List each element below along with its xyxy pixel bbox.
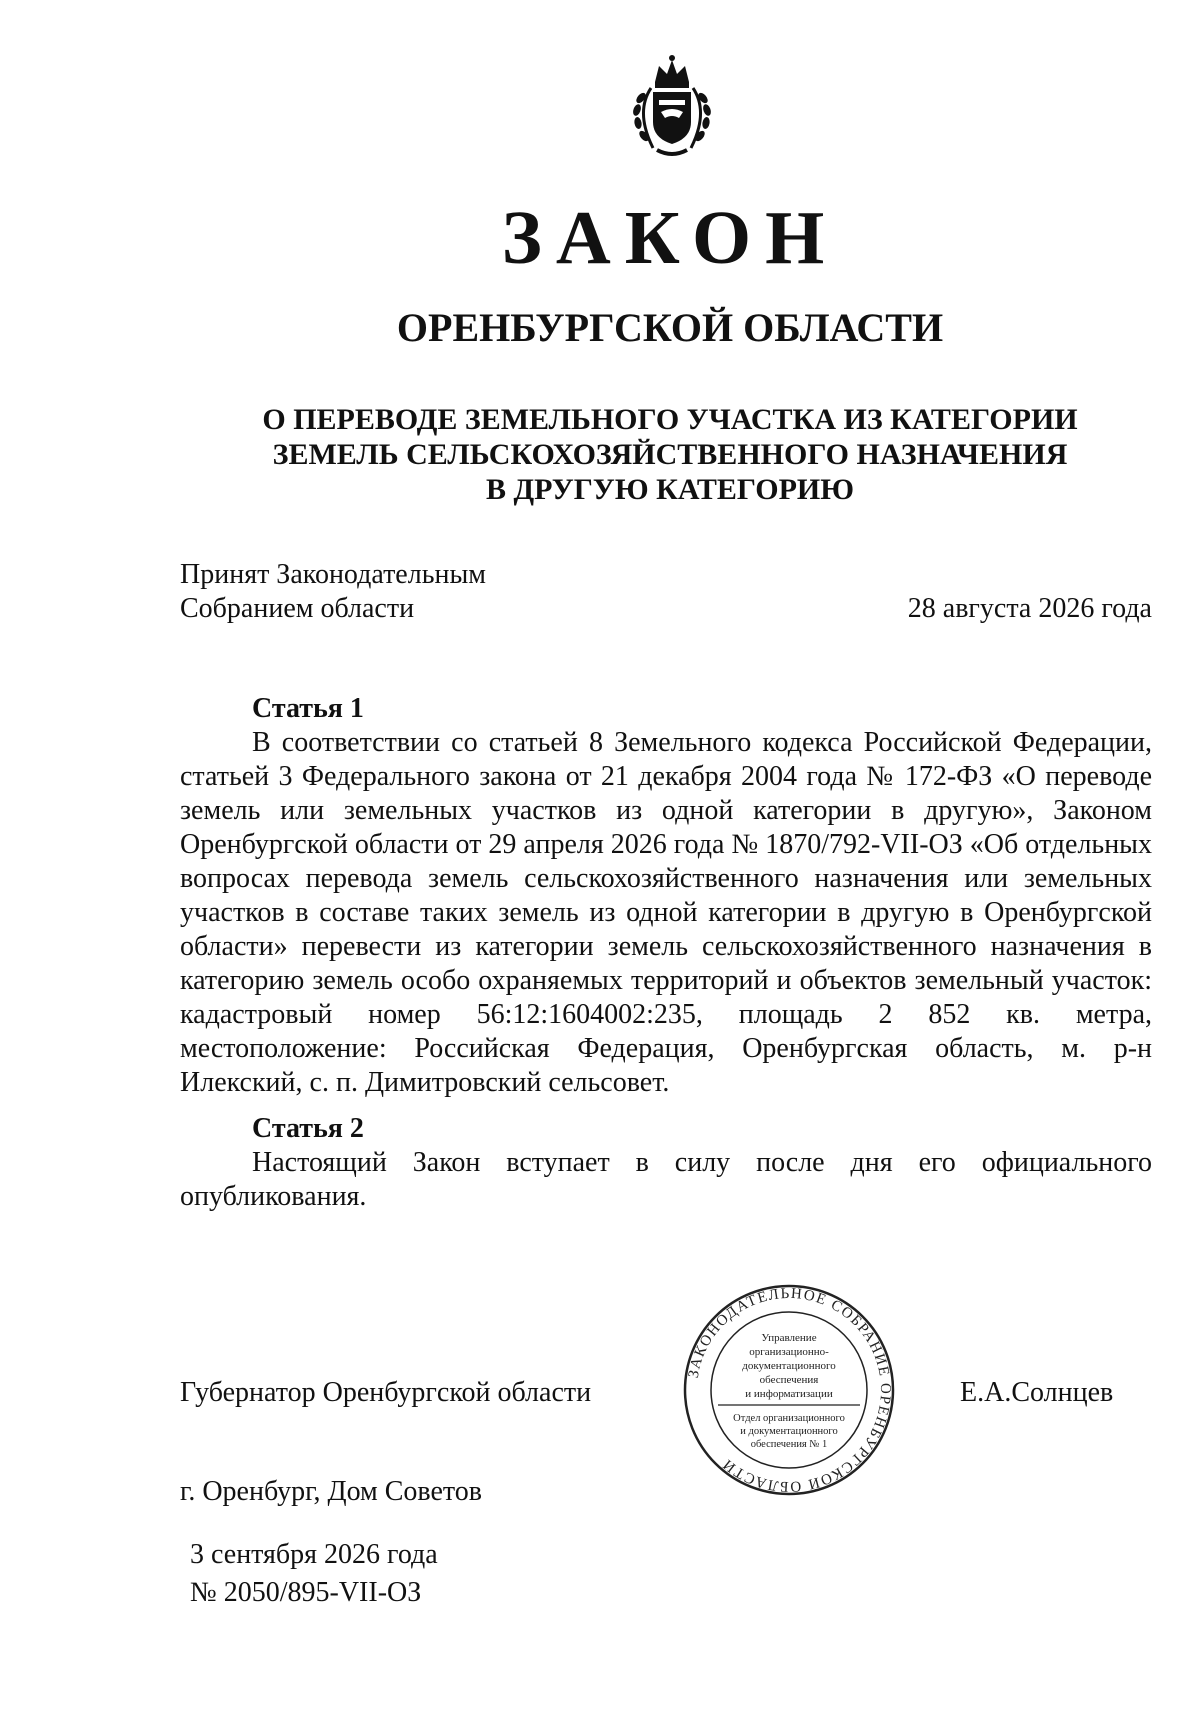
seal-dept-line: обеспечения № 1 [750,1439,828,1450]
seal-dept-line: Отдел организационного [733,1413,845,1424]
adoption-line: Принят Законодательным [180,559,486,590]
law-title-line: В ДРУГУЮ КАТЕГОРИЮ [485,473,855,506]
article-1-text: В соответствии со статьей 8 Земельного кодекса Российской Федерации, статьей 3 Федерального закона от 21 декабря 2004 года № 172-ФЗ «О переводе земель или земельных участков из одной категории в другую», Законом Оренбургской области от 29 апреля 2026 года № 1870/792-VII-ОЗ «Об отдельных вопросах перевода земель сельскохозяйственного назначения или земельных участков в составе таких земель из одной категории в другую в Оренбургской области» перевести из категории земель сельскохозяйственного назначения в категорию земель особо охраняемых территорий и объектов земельный участок: кадастровый номер 56:12:1604002:235, площадь 2 852 кв. метра, местоположение: Российская Федерация, Оренбургская область, м. р-н Илекский, с. п. Димитровский сельсовет. [180,727,1152,1098]
article-1-heading: Статья 1 [252,693,364,724]
seal-line: и информатизации [745,1388,833,1400]
region-title: ОРЕНБУРГСКОЙ ОБЛАСТИ [396,305,944,350]
signing-place: г. Оренбург, Дом Советов [180,1476,482,1507]
signatory-name: Е.А.Солнцев [960,1377,1114,1408]
adoption-date: 28 августа 2026 года [907,593,1152,624]
law-title-line: О ПЕРЕВОДЕ ЗЕМЕЛЬНОГО УЧАСТКА ИЗ КАТЕГОРИИ [262,403,1078,436]
document-type-title: ЗАКОН [501,196,839,280]
adoption-note [180,558,580,626]
law-number: № 2050/895-VII-ОЗ [190,1577,422,1608]
official-seal [682,1283,896,1497]
seal-outer-text: ЗАКОНОДАТЕЛЬНОЕ СОБРАНИЕ ОРЕНБУРГСКОЙ ОБЛАСТИ [685,1285,894,1495]
article-2-heading: Статья 2 [252,1113,364,1144]
seal-line: организационно- [749,1346,829,1358]
signing-date: 3 сентября 2026 года [190,1539,438,1570]
law-title [0,402,1200,507]
seal-line: документационного [742,1360,836,1372]
article-2-text: Настоящий Закон вступает в силу после дня его официального опубликования. [180,1147,1152,1212]
coat-of-arms-icon [617,52,727,162]
seal-dept-line: и документационного [740,1426,838,1437]
adoption-line: Собранием области [180,593,415,624]
signatory-position: Губернатор Оренбургской области [180,1377,592,1408]
law-title-line: ЗЕМЕЛЬ СЕЛЬСКОХОЗЯЙСТВЕННОГО НАЗНАЧЕНИЯ [272,438,1068,471]
seal-line: Управление [761,1332,817,1344]
seal-line: обеспечения [759,1374,819,1386]
